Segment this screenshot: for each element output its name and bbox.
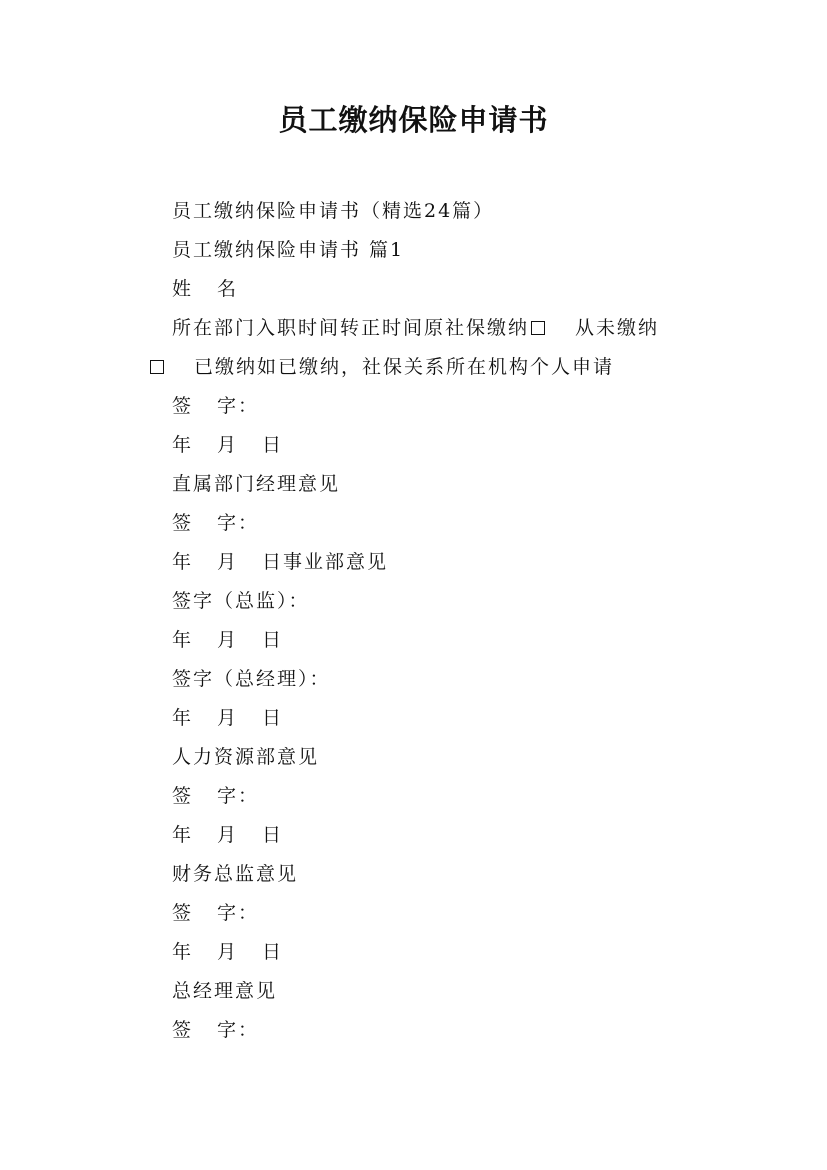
- day-label: 日: [262, 941, 284, 963]
- signature-row: [148, 1011, 718, 1050]
- sign-label-second: 字：: [217, 1019, 260, 1041]
- document-body: [148, 192, 718, 1050]
- month-label: 月: [217, 707, 239, 729]
- signature-row: [148, 777, 718, 816]
- option-already-paid-label: 已缴纳如已缴纳，社保关系所在机构个人申请: [194, 356, 615, 378]
- option-never-paid-label: 从未缴纳: [575, 317, 660, 339]
- year-label: 年: [172, 824, 194, 846]
- year-label: 年: [172, 707, 194, 729]
- date-row: [148, 816, 718, 855]
- date-row-division: [148, 543, 718, 582]
- day-label: 日: [262, 824, 284, 846]
- year-label: 年: [172, 434, 194, 456]
- info-row-continued: [148, 348, 718, 387]
- sign-label-second: 字：: [217, 395, 260, 417]
- sign-label-first: 签: [172, 512, 194, 534]
- info-row: [148, 309, 718, 348]
- dept-manager-opinion: 直属部门经理意见: [172, 473, 341, 495]
- name-label-first: 姓: [172, 278, 194, 300]
- subtitle-line: 员工缴纳保险申请书（精选24篇）: [172, 200, 495, 222]
- year-label: 年: [172, 629, 194, 651]
- sign-label-second: 字：: [217, 512, 260, 534]
- signature-row: [148, 504, 718, 543]
- date-row: [148, 699, 718, 738]
- sign-label-second: 字：: [217, 902, 260, 924]
- section-heading: 员工缴纳保险申请书 篇1: [172, 239, 405, 261]
- day-label: 日: [262, 707, 284, 729]
- sign-label-first: 签: [172, 395, 194, 417]
- division-opinion-label: 日事业部意见: [262, 551, 389, 573]
- document-title: 员工缴纳保险申请书: [278, 103, 549, 137]
- sign-label-second: 字：: [217, 785, 260, 807]
- finance-opinion: 财务总监意见: [172, 863, 299, 885]
- date-row: [148, 933, 718, 972]
- year-label: 年: [172, 941, 194, 963]
- signature-row: [148, 387, 718, 426]
- day-label: 日: [262, 629, 284, 651]
- month-label: 月: [217, 941, 239, 963]
- checkbox-already-paid[interactable]: [150, 360, 164, 374]
- sign-general-manager: 签字（总经理）：: [172, 668, 331, 690]
- month-label: 月: [217, 629, 239, 651]
- month-label: 月: [217, 434, 239, 456]
- sign-label-first: 签: [172, 902, 194, 924]
- year-label: 年: [172, 551, 194, 573]
- gm-opinion: 总经理意见: [172, 980, 278, 1002]
- name-row: [148, 270, 718, 309]
- sign-label-first: 签: [172, 1019, 194, 1041]
- date-row: [148, 426, 718, 465]
- checkbox-never-paid[interactable]: [531, 321, 545, 335]
- sign-label-first: 签: [172, 785, 194, 807]
- day-label: 日: [262, 434, 284, 456]
- date-row: [148, 621, 718, 660]
- month-label: 月: [217, 824, 239, 846]
- hr-opinion: 人力资源部意见: [172, 746, 320, 768]
- signature-row: [148, 894, 718, 933]
- month-label: 月: [217, 551, 239, 573]
- name-label-second: 名: [217, 278, 239, 300]
- sign-director: 签字（总监）：: [172, 590, 310, 612]
- info-row-text: 所在部门入职时间转正时间原社保缴纳: [172, 317, 530, 339]
